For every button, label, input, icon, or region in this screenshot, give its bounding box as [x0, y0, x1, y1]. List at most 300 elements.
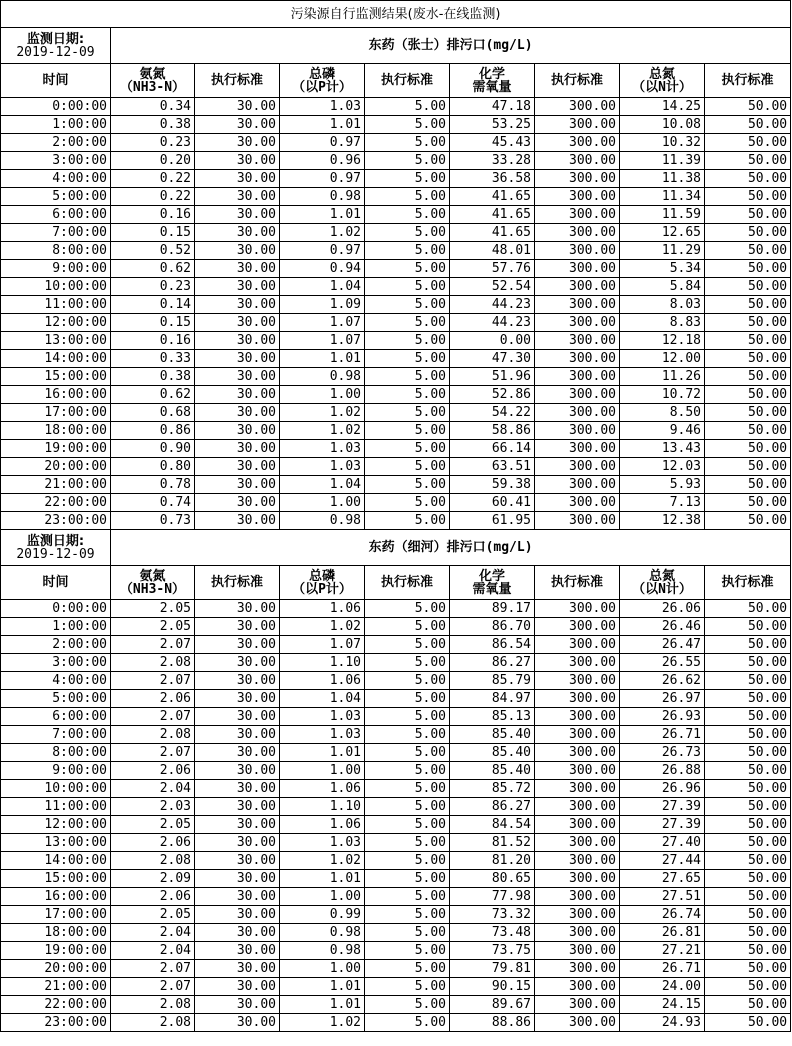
value-cell: 0.16 — [111, 332, 195, 350]
value-cell: 1.01 — [280, 206, 365, 224]
value-cell: 1.02 — [280, 618, 365, 636]
value-cell: 0.34 — [111, 98, 195, 116]
value-cell: 1.01 — [280, 350, 365, 368]
value-cell: 300.00 — [535, 870, 620, 888]
value-cell: 300.00 — [535, 726, 620, 744]
value-cell: 2.07 — [111, 744, 195, 762]
value-cell: 50.00 — [705, 512, 791, 530]
table-row — [1, 386, 791, 404]
value-cell: 2.07 — [111, 672, 195, 690]
table-row — [1, 170, 791, 188]
value-cell: 2.06 — [111, 834, 195, 852]
value-cell: 300.00 — [535, 134, 620, 152]
value-cell: 30.00 — [195, 1014, 280, 1032]
value-cell: 26.55 — [620, 654, 705, 672]
time-cell: 4:00:00 — [1, 170, 111, 188]
table-row — [1, 978, 791, 996]
column-header-row — [1, 566, 791, 600]
table-row — [1, 350, 791, 368]
time-cell: 21:00:00 — [1, 476, 111, 494]
value-cell: 1.03 — [280, 440, 365, 458]
value-cell: 5.00 — [365, 278, 450, 296]
value-cell: 30.00 — [195, 960, 280, 978]
value-cell: 7.13 — [620, 494, 705, 512]
table-row — [1, 654, 791, 672]
value-cell: 5.00 — [365, 386, 450, 404]
column-header-line1: 执行标准 — [380, 73, 433, 88]
outlet-name: 东药（细河）排污口 — [368, 540, 486, 555]
time-cell: 21:00:00 — [1, 978, 111, 996]
value-cell: 50.00 — [705, 152, 791, 170]
value-cell: 50.00 — [705, 1014, 791, 1032]
value-cell: 73.48 — [450, 924, 535, 942]
value-cell: 300.00 — [535, 654, 620, 672]
column-header — [111, 64, 195, 98]
value-cell: 2.03 — [111, 798, 195, 816]
value-cell: 300.00 — [535, 296, 620, 314]
value-cell: 2.06 — [111, 888, 195, 906]
value-cell: 1.01 — [280, 978, 365, 996]
time-cell: 16:00:00 — [1, 386, 111, 404]
time-cell: 12:00:00 — [1, 314, 111, 332]
value-cell: 0.98 — [280, 942, 365, 960]
value-cell: 11.38 — [620, 170, 705, 188]
value-cell: 85.72 — [450, 780, 535, 798]
value-cell: 1.07 — [280, 314, 365, 332]
value-cell: 300.00 — [535, 260, 620, 278]
value-cell: 1.01 — [280, 870, 365, 888]
value-cell: 30.00 — [195, 332, 280, 350]
column-header-line2: （NH3-N） — [119, 581, 186, 597]
value-cell: 5.00 — [365, 744, 450, 762]
value-cell: 30.00 — [195, 368, 280, 386]
column-header-line2: 需氧量 — [472, 581, 512, 597]
time-cell: 11:00:00 — [1, 798, 111, 816]
value-cell: 50.00 — [705, 762, 791, 780]
column-header — [195, 566, 280, 600]
value-cell: 5.00 — [365, 476, 450, 494]
table-row — [1, 440, 791, 458]
value-cell: 5.00 — [365, 98, 450, 116]
value-cell: 24.00 — [620, 978, 705, 996]
value-cell: 50.00 — [705, 188, 791, 206]
value-cell: 1.06 — [280, 780, 365, 798]
value-cell: 2.08 — [111, 1014, 195, 1032]
value-cell: 88.86 — [450, 1014, 535, 1032]
value-cell: 0.94 — [280, 260, 365, 278]
value-cell: 5.00 — [365, 458, 450, 476]
value-cell: 30.00 — [195, 422, 280, 440]
value-cell: 5.00 — [365, 690, 450, 708]
time-cell: 10:00:00 — [1, 780, 111, 798]
value-cell: 1.00 — [280, 386, 365, 404]
time-cell: 23:00:00 — [1, 1014, 111, 1032]
value-cell: 8.50 — [620, 404, 705, 422]
value-cell: 1.03 — [280, 708, 365, 726]
value-cell: 48.01 — [450, 242, 535, 260]
value-cell: 52.54 — [450, 278, 535, 296]
table-row — [1, 458, 791, 476]
value-cell: 2.09 — [111, 870, 195, 888]
table-row — [1, 116, 791, 134]
value-cell: 89.67 — [450, 996, 535, 1014]
time-cell: 7:00:00 — [1, 726, 111, 744]
value-cell: 47.30 — [450, 350, 535, 368]
value-cell: 300.00 — [535, 152, 620, 170]
value-cell: 50.00 — [705, 494, 791, 512]
value-cell: 300.00 — [535, 978, 620, 996]
value-cell: 300.00 — [535, 404, 620, 422]
value-cell: 12.38 — [620, 512, 705, 530]
monitoring-date-value: 2019-12-09 — [16, 546, 95, 562]
value-cell: 84.97 — [450, 690, 535, 708]
time-cell: 3:00:00 — [1, 152, 111, 170]
value-cell: 50.00 — [705, 708, 791, 726]
value-cell: 2.07 — [111, 978, 195, 996]
column-header-line1: 时间 — [42, 73, 69, 88]
column-header-line1: 执行标准 — [550, 73, 603, 88]
value-cell: 300.00 — [535, 906, 620, 924]
value-cell: 5.00 — [365, 618, 450, 636]
table-row — [1, 780, 791, 798]
value-cell: 300.00 — [535, 314, 620, 332]
time-cell: 16:00:00 — [1, 888, 111, 906]
value-cell: 0.98 — [280, 188, 365, 206]
column-header-line1: 化学 — [478, 66, 505, 82]
table-row — [1, 512, 791, 530]
table-row — [1, 636, 791, 654]
value-cell: 300.00 — [535, 98, 620, 116]
value-cell: 5.00 — [365, 314, 450, 332]
table-row — [1, 368, 791, 386]
value-cell: 50.00 — [705, 978, 791, 996]
report-title: 污染源自行监测结果(废水-在线监测) — [1, 1, 791, 28]
value-cell: 0.33 — [111, 350, 195, 368]
value-cell: 50.00 — [705, 924, 791, 942]
value-cell: 0.20 — [111, 152, 195, 170]
column-header — [620, 566, 705, 600]
time-cell: 0:00:00 — [1, 600, 111, 618]
value-cell: 300.00 — [535, 1014, 620, 1032]
value-cell: 5.34 — [620, 260, 705, 278]
value-cell: 85.13 — [450, 708, 535, 726]
time-cell: 17:00:00 — [1, 404, 111, 422]
value-cell: 30.00 — [195, 314, 280, 332]
value-cell: 30.00 — [195, 458, 280, 476]
time-cell: 19:00:00 — [1, 942, 111, 960]
value-cell: 50.00 — [705, 996, 791, 1014]
value-cell: 2.07 — [111, 960, 195, 978]
value-cell: 300.00 — [535, 332, 620, 350]
column-header-line1: 总磷 — [308, 66, 335, 82]
value-cell: 0.97 — [280, 134, 365, 152]
time-cell: 22:00:00 — [1, 494, 111, 512]
outlet-title — [111, 530, 791, 566]
value-cell: 5.84 — [620, 278, 705, 296]
column-header — [1, 566, 111, 600]
time-cell: 23:00:00 — [1, 512, 111, 530]
value-cell: 2.07 — [111, 636, 195, 654]
time-cell: 17:00:00 — [1, 906, 111, 924]
value-cell: 26.71 — [620, 960, 705, 978]
value-cell: 30.00 — [195, 476, 280, 494]
value-cell: 5.00 — [365, 494, 450, 512]
value-cell: 50.00 — [705, 906, 791, 924]
value-cell: 8.83 — [620, 314, 705, 332]
table-row — [1, 600, 791, 618]
value-cell: 300.00 — [535, 188, 620, 206]
value-cell: 300.00 — [535, 512, 620, 530]
value-cell: 300.00 — [535, 224, 620, 242]
value-cell: 300.00 — [535, 942, 620, 960]
value-cell: 300.00 — [535, 600, 620, 618]
table-row — [1, 690, 791, 708]
value-cell: 12.18 — [620, 332, 705, 350]
value-cell: 79.81 — [450, 960, 535, 978]
value-cell: 30.00 — [195, 672, 280, 690]
value-cell: 30.00 — [195, 816, 280, 834]
value-cell: 0.97 — [280, 242, 365, 260]
value-cell: 5.00 — [365, 188, 450, 206]
value-cell: 50.00 — [705, 314, 791, 332]
table-row — [1, 996, 791, 1014]
column-header — [620, 64, 705, 98]
table-row — [1, 852, 791, 870]
table-row — [1, 224, 791, 242]
value-cell: 50.00 — [705, 618, 791, 636]
value-cell: 5.00 — [365, 978, 450, 996]
column-header — [195, 64, 280, 98]
value-cell: 73.32 — [450, 906, 535, 924]
value-cell: 1.02 — [280, 404, 365, 422]
monitoring-date-value: 2019-12-09 — [16, 44, 95, 60]
value-cell: 26.93 — [620, 708, 705, 726]
value-cell: 2.04 — [111, 780, 195, 798]
value-cell: 50.00 — [705, 386, 791, 404]
value-cell: 0.14 — [111, 296, 195, 314]
value-cell: 0.52 — [111, 242, 195, 260]
value-cell: 5.00 — [365, 960, 450, 978]
column-header — [450, 64, 535, 98]
value-cell: 300.00 — [535, 422, 620, 440]
time-cell: 13:00:00 — [1, 332, 111, 350]
time-cell: 8:00:00 — [1, 744, 111, 762]
monitoring-date-label: 监测日期: — [26, 31, 85, 47]
time-cell: 13:00:00 — [1, 834, 111, 852]
value-cell: 0.22 — [111, 188, 195, 206]
value-cell: 300.00 — [535, 780, 620, 798]
value-cell: 51.96 — [450, 368, 535, 386]
time-cell: 6:00:00 — [1, 708, 111, 726]
value-cell: 5.00 — [365, 762, 450, 780]
column-header-line1: 执行标准 — [210, 575, 263, 590]
value-cell: 30.00 — [195, 798, 280, 816]
table-row — [1, 296, 791, 314]
value-cell: 300.00 — [535, 852, 620, 870]
column-header-line1: 执行标准 — [380, 575, 433, 590]
value-cell: 5.00 — [365, 368, 450, 386]
value-cell: 50.00 — [705, 600, 791, 618]
value-cell: 0.62 — [111, 260, 195, 278]
value-cell: 1.02 — [280, 852, 365, 870]
outlet-name: 东药（张士）排污口 — [368, 38, 486, 53]
value-cell: 30.00 — [195, 188, 280, 206]
value-cell: 44.23 — [450, 314, 535, 332]
value-cell: 50.00 — [705, 834, 791, 852]
value-cell: 2.06 — [111, 690, 195, 708]
value-cell: 300.00 — [535, 242, 620, 260]
value-cell: 50.00 — [705, 404, 791, 422]
value-cell: 0.73 — [111, 512, 195, 530]
value-cell: 30.00 — [195, 260, 280, 278]
value-cell: 1.01 — [280, 744, 365, 762]
value-cell: 30.00 — [195, 906, 280, 924]
value-cell: 1.09 — [280, 296, 365, 314]
value-cell: 300.00 — [535, 672, 620, 690]
value-cell: 9.46 — [620, 422, 705, 440]
value-cell: 50.00 — [705, 888, 791, 906]
value-cell: 86.70 — [450, 618, 535, 636]
value-cell: 50.00 — [705, 780, 791, 798]
value-cell: 90.15 — [450, 978, 535, 996]
value-cell: 2.04 — [111, 924, 195, 942]
value-cell: 30.00 — [195, 152, 280, 170]
column-header-line1: 执行标准 — [721, 73, 774, 88]
value-cell: 300.00 — [535, 960, 620, 978]
value-cell: 300.00 — [535, 206, 620, 224]
value-cell: 58.86 — [450, 422, 535, 440]
value-cell: 5.00 — [365, 726, 450, 744]
value-cell: 41.65 — [450, 206, 535, 224]
time-cell: 18:00:00 — [1, 924, 111, 942]
column-header — [365, 566, 450, 600]
value-cell: 1.10 — [280, 798, 365, 816]
value-cell: 300.00 — [535, 368, 620, 386]
table-row — [1, 960, 791, 978]
value-cell: 300.00 — [535, 816, 620, 834]
time-cell: 11:00:00 — [1, 296, 111, 314]
value-cell: 5.00 — [365, 350, 450, 368]
value-cell: 24.15 — [620, 996, 705, 1014]
value-cell: 60.41 — [450, 494, 535, 512]
value-cell: 5.00 — [365, 852, 450, 870]
value-cell: 1.04 — [280, 278, 365, 296]
table-row — [1, 942, 791, 960]
value-cell: 12.65 — [620, 224, 705, 242]
value-cell: 1.03 — [280, 458, 365, 476]
value-cell: 1.00 — [280, 762, 365, 780]
value-cell: 50.00 — [705, 98, 791, 116]
column-header — [705, 64, 791, 98]
value-cell: 30.00 — [195, 942, 280, 960]
value-cell: 50.00 — [705, 870, 791, 888]
value-cell: 30.00 — [195, 242, 280, 260]
value-cell: 66.14 — [450, 440, 535, 458]
time-cell: 3:00:00 — [1, 654, 111, 672]
table-row — [1, 708, 791, 726]
column-header-line2: （以N计） — [632, 79, 692, 95]
value-cell: 300.00 — [535, 924, 620, 942]
value-cell: 0.90 — [111, 440, 195, 458]
value-cell: 5.00 — [365, 242, 450, 260]
value-cell: 45.43 — [450, 134, 535, 152]
column-header-row — [1, 64, 791, 98]
value-cell: 0.78 — [111, 476, 195, 494]
value-cell: 26.71 — [620, 726, 705, 744]
value-cell: 2.04 — [111, 942, 195, 960]
value-cell: 30.00 — [195, 978, 280, 996]
value-cell: 5.00 — [365, 942, 450, 960]
value-cell: 5.00 — [365, 116, 450, 134]
value-cell: 5.00 — [365, 440, 450, 458]
value-cell: 30.00 — [195, 224, 280, 242]
value-cell: 300.00 — [535, 888, 620, 906]
value-cell: 77.98 — [450, 888, 535, 906]
value-cell: 63.51 — [450, 458, 535, 476]
column-header — [365, 64, 450, 98]
value-cell: 30.00 — [195, 618, 280, 636]
value-cell: 300.00 — [535, 494, 620, 512]
value-cell: 30.00 — [195, 170, 280, 188]
value-cell: 1.06 — [280, 672, 365, 690]
value-cell: 300.00 — [535, 386, 620, 404]
column-header — [535, 566, 620, 600]
column-header-line1: 执行标准 — [550, 575, 603, 590]
value-cell: 30.00 — [195, 780, 280, 798]
value-cell: 81.20 — [450, 852, 535, 870]
column-header-line1: 执行标准 — [721, 575, 774, 590]
value-cell: 50.00 — [705, 942, 791, 960]
value-cell: 50.00 — [705, 368, 791, 386]
table-row — [1, 422, 791, 440]
table-row — [1, 134, 791, 152]
value-cell: 26.46 — [620, 618, 705, 636]
value-cell: 2.08 — [111, 852, 195, 870]
value-cell: 30.00 — [195, 98, 280, 116]
table-row — [1, 762, 791, 780]
value-cell: 41.65 — [450, 224, 535, 242]
value-cell: 50.00 — [705, 134, 791, 152]
value-cell: 5.00 — [365, 260, 450, 278]
section-info-row — [1, 28, 791, 64]
value-cell: 5.00 — [365, 996, 450, 1014]
column-header — [1, 64, 111, 98]
value-cell: 0.86 — [111, 422, 195, 440]
time-cell: 9:00:00 — [1, 762, 111, 780]
value-cell: 50.00 — [705, 636, 791, 654]
value-cell: 2.08 — [111, 654, 195, 672]
value-cell: 5.00 — [365, 600, 450, 618]
value-cell: 300.00 — [535, 744, 620, 762]
value-cell: 26.73 — [620, 744, 705, 762]
value-cell: 50.00 — [705, 960, 791, 978]
value-cell: 300.00 — [535, 690, 620, 708]
value-cell: 1.02 — [280, 1014, 365, 1032]
value-cell: 5.00 — [365, 888, 450, 906]
value-cell: 84.54 — [450, 816, 535, 834]
value-cell: 12.03 — [620, 458, 705, 476]
value-cell: 2.07 — [111, 708, 195, 726]
value-cell: 0.22 — [111, 170, 195, 188]
table-row — [1, 816, 791, 834]
value-cell: 30.00 — [195, 278, 280, 296]
column-header-line1: 氨氮 — [139, 66, 166, 82]
value-cell: 27.51 — [620, 888, 705, 906]
value-cell: 27.65 — [620, 870, 705, 888]
value-cell: 50.00 — [705, 458, 791, 476]
value-cell: 10.08 — [620, 116, 705, 134]
value-cell: 5.00 — [365, 224, 450, 242]
